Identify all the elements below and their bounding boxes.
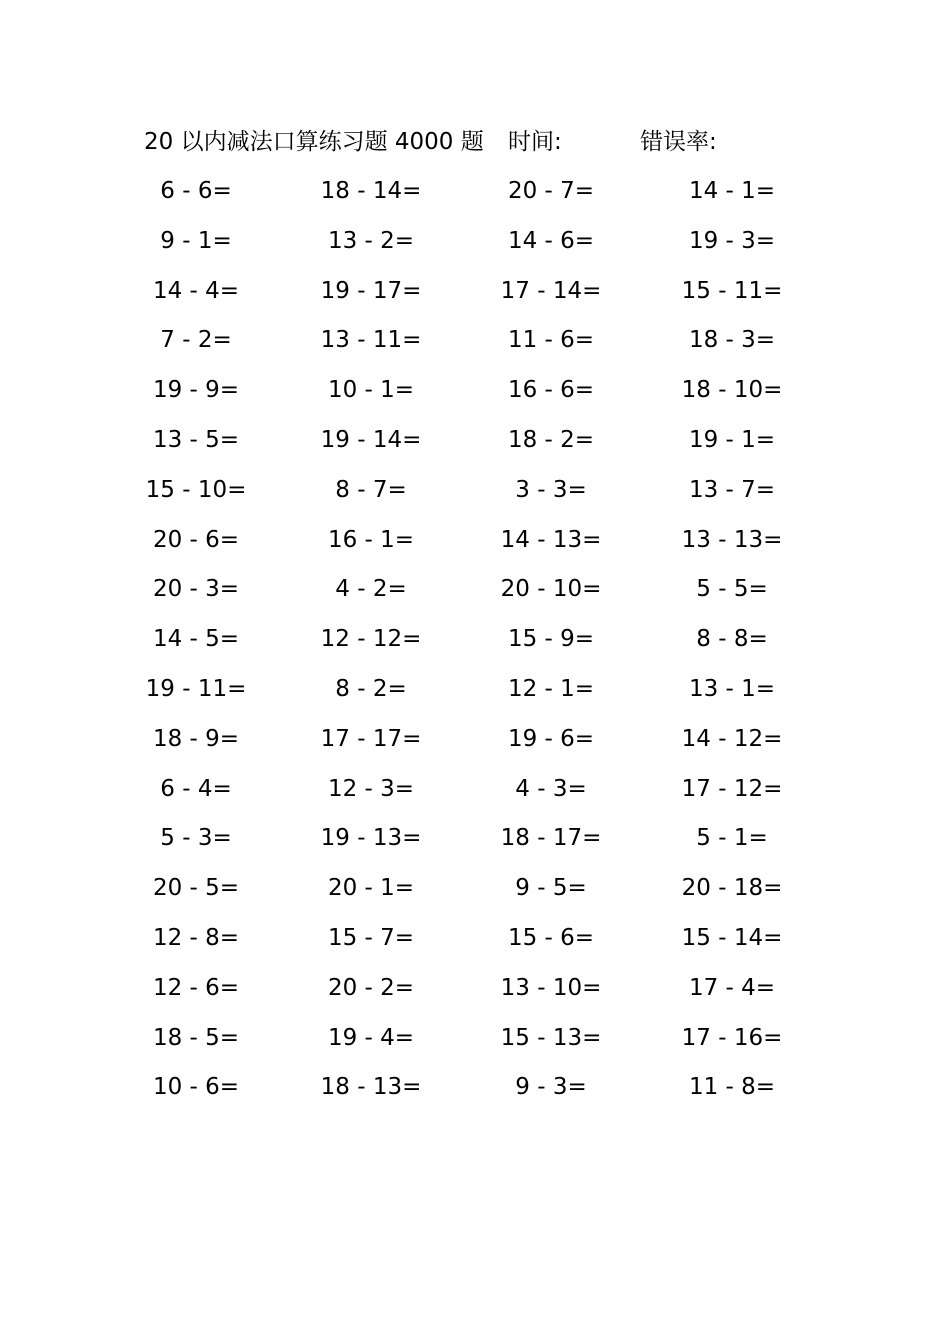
problem-item: 20 - 10= xyxy=(500,576,602,603)
problem-item: 19 - 9= xyxy=(152,377,240,404)
problem-item: 9 - 3= xyxy=(515,1074,587,1101)
problem-item: 17 - 14= xyxy=(500,277,602,304)
problem-row xyxy=(0,423,950,473)
problem-item: 8 - 8= xyxy=(696,626,768,653)
problem-item: 20 - 6= xyxy=(152,526,240,553)
problem-item: 9 - 1= xyxy=(160,227,232,254)
problem-row xyxy=(0,622,950,672)
problem-row xyxy=(0,174,950,224)
time-label: 时间: xyxy=(508,129,562,155)
problem-item: 12 - 12= xyxy=(320,626,422,653)
problem-item: 8 - 7= xyxy=(335,476,407,503)
problem-row xyxy=(0,373,950,423)
problem-item: 18 - 9= xyxy=(152,725,240,752)
problem-item: 14 - 1= xyxy=(688,178,776,204)
problem-item: 20 - 7= xyxy=(507,178,595,204)
problem-item: 4 - 3= xyxy=(515,775,587,802)
problem-item: 19 - 1= xyxy=(688,426,776,453)
problem-item: 6 - 4= xyxy=(160,775,232,802)
problem-item: 20 - 1= xyxy=(327,875,415,902)
problem-row xyxy=(0,921,950,971)
problem-item: 13 - 2= xyxy=(327,227,415,254)
problem-item: 15 - 6= xyxy=(507,924,595,951)
problem-row xyxy=(0,274,950,324)
problem-item: 12 - 1= xyxy=(507,675,595,702)
problem-item: 12 - 6= xyxy=(152,974,240,1001)
problem-row xyxy=(0,971,950,1021)
problem-item: 14 - 4= xyxy=(152,277,240,304)
problem-item: 13 - 5= xyxy=(152,426,240,453)
problem-item: 18 - 13= xyxy=(320,1074,422,1101)
problem-item: 11 - 6= xyxy=(507,327,595,354)
problem-item: 18 - 5= xyxy=(152,1024,240,1051)
problem-row xyxy=(0,1070,950,1120)
problem-row xyxy=(0,1021,950,1071)
problem-row xyxy=(0,871,950,921)
problem-item: 19 - 13= xyxy=(320,825,422,852)
problem-row xyxy=(0,821,950,871)
error-rate-label: 错误率: xyxy=(640,129,717,155)
problem-item: 20 - 2= xyxy=(327,974,415,1001)
problem-item: 20 - 18= xyxy=(681,875,783,902)
problem-row xyxy=(0,224,950,274)
problem-item: 5 - 3= xyxy=(160,825,232,852)
problem-item: 16 - 6= xyxy=(507,377,595,404)
problem-item: 18 - 3= xyxy=(688,327,776,354)
problem-item: 13 - 7= xyxy=(688,476,776,503)
problem-item: 16 - 1= xyxy=(327,526,415,553)
problem-row xyxy=(0,523,950,573)
problem-item: 17 - 16= xyxy=(681,1024,783,1051)
problem-item: 10 - 6= xyxy=(152,1074,240,1101)
problem-item: 15 - 10= xyxy=(145,476,247,503)
problem-item: 12 - 8= xyxy=(152,924,240,951)
problem-item: 14 - 6= xyxy=(507,227,595,254)
problem-item: 18 - 10= xyxy=(681,377,783,404)
problem-item: 13 - 13= xyxy=(681,526,783,553)
problem-item: 8 - 2= xyxy=(335,675,407,702)
problem-item: 11 - 8= xyxy=(688,1074,776,1101)
problem-item: 3 - 3= xyxy=(515,476,587,503)
problem-grid xyxy=(0,174,950,1120)
problem-item: 14 - 5= xyxy=(152,626,240,653)
problem-item: 18 - 17= xyxy=(500,825,602,852)
worksheet-header xyxy=(0,124,950,160)
problem-item: 6 - 6= xyxy=(160,178,232,204)
worksheet-title: 20 以内减法口算练习题 4000 题 xyxy=(144,129,484,155)
problem-item: 20 - 3= xyxy=(152,576,240,603)
problem-item: 14 - 12= xyxy=(681,725,783,752)
problem-item: 18 - 14= xyxy=(320,178,422,204)
problem-item: 13 - 11= xyxy=(320,327,422,354)
problem-row xyxy=(0,672,950,722)
problem-row xyxy=(0,772,950,822)
problem-row xyxy=(0,722,950,772)
problem-item: 19 - 11= xyxy=(145,675,247,702)
problem-row xyxy=(0,473,950,523)
problem-item: 19 - 14= xyxy=(320,426,422,453)
problem-item: 20 - 5= xyxy=(152,875,240,902)
problem-row xyxy=(0,323,950,373)
problem-item: 14 - 13= xyxy=(500,526,602,553)
problem-item: 15 - 13= xyxy=(500,1024,602,1051)
problem-item: 15 - 9= xyxy=(507,626,595,653)
problem-item: 7 - 2= xyxy=(160,327,232,354)
problem-item: 19 - 4= xyxy=(327,1024,415,1051)
problem-row xyxy=(0,572,950,622)
problem-item: 17 - 4= xyxy=(688,974,776,1001)
problem-item: 17 - 17= xyxy=(320,725,422,752)
problem-item: 15 - 11= xyxy=(681,277,783,304)
problem-item: 17 - 12= xyxy=(681,775,783,802)
problem-item: 15 - 14= xyxy=(681,924,783,951)
problem-item: 19 - 17= xyxy=(320,277,422,304)
problem-item: 9 - 5= xyxy=(515,875,587,902)
problem-item: 12 - 3= xyxy=(327,775,415,802)
problem-item: 13 - 1= xyxy=(688,675,776,702)
problem-item: 4 - 2= xyxy=(335,576,407,603)
problem-item: 5 - 1= xyxy=(696,825,768,852)
problem-item: 10 - 1= xyxy=(327,377,415,404)
problem-item: 18 - 2= xyxy=(507,426,595,453)
problem-item: 5 - 5= xyxy=(696,576,768,603)
problem-item: 19 - 3= xyxy=(688,227,776,254)
problem-item: 15 - 7= xyxy=(327,924,415,951)
problem-item: 13 - 10= xyxy=(500,974,602,1001)
problem-item: 19 - 6= xyxy=(507,725,595,752)
